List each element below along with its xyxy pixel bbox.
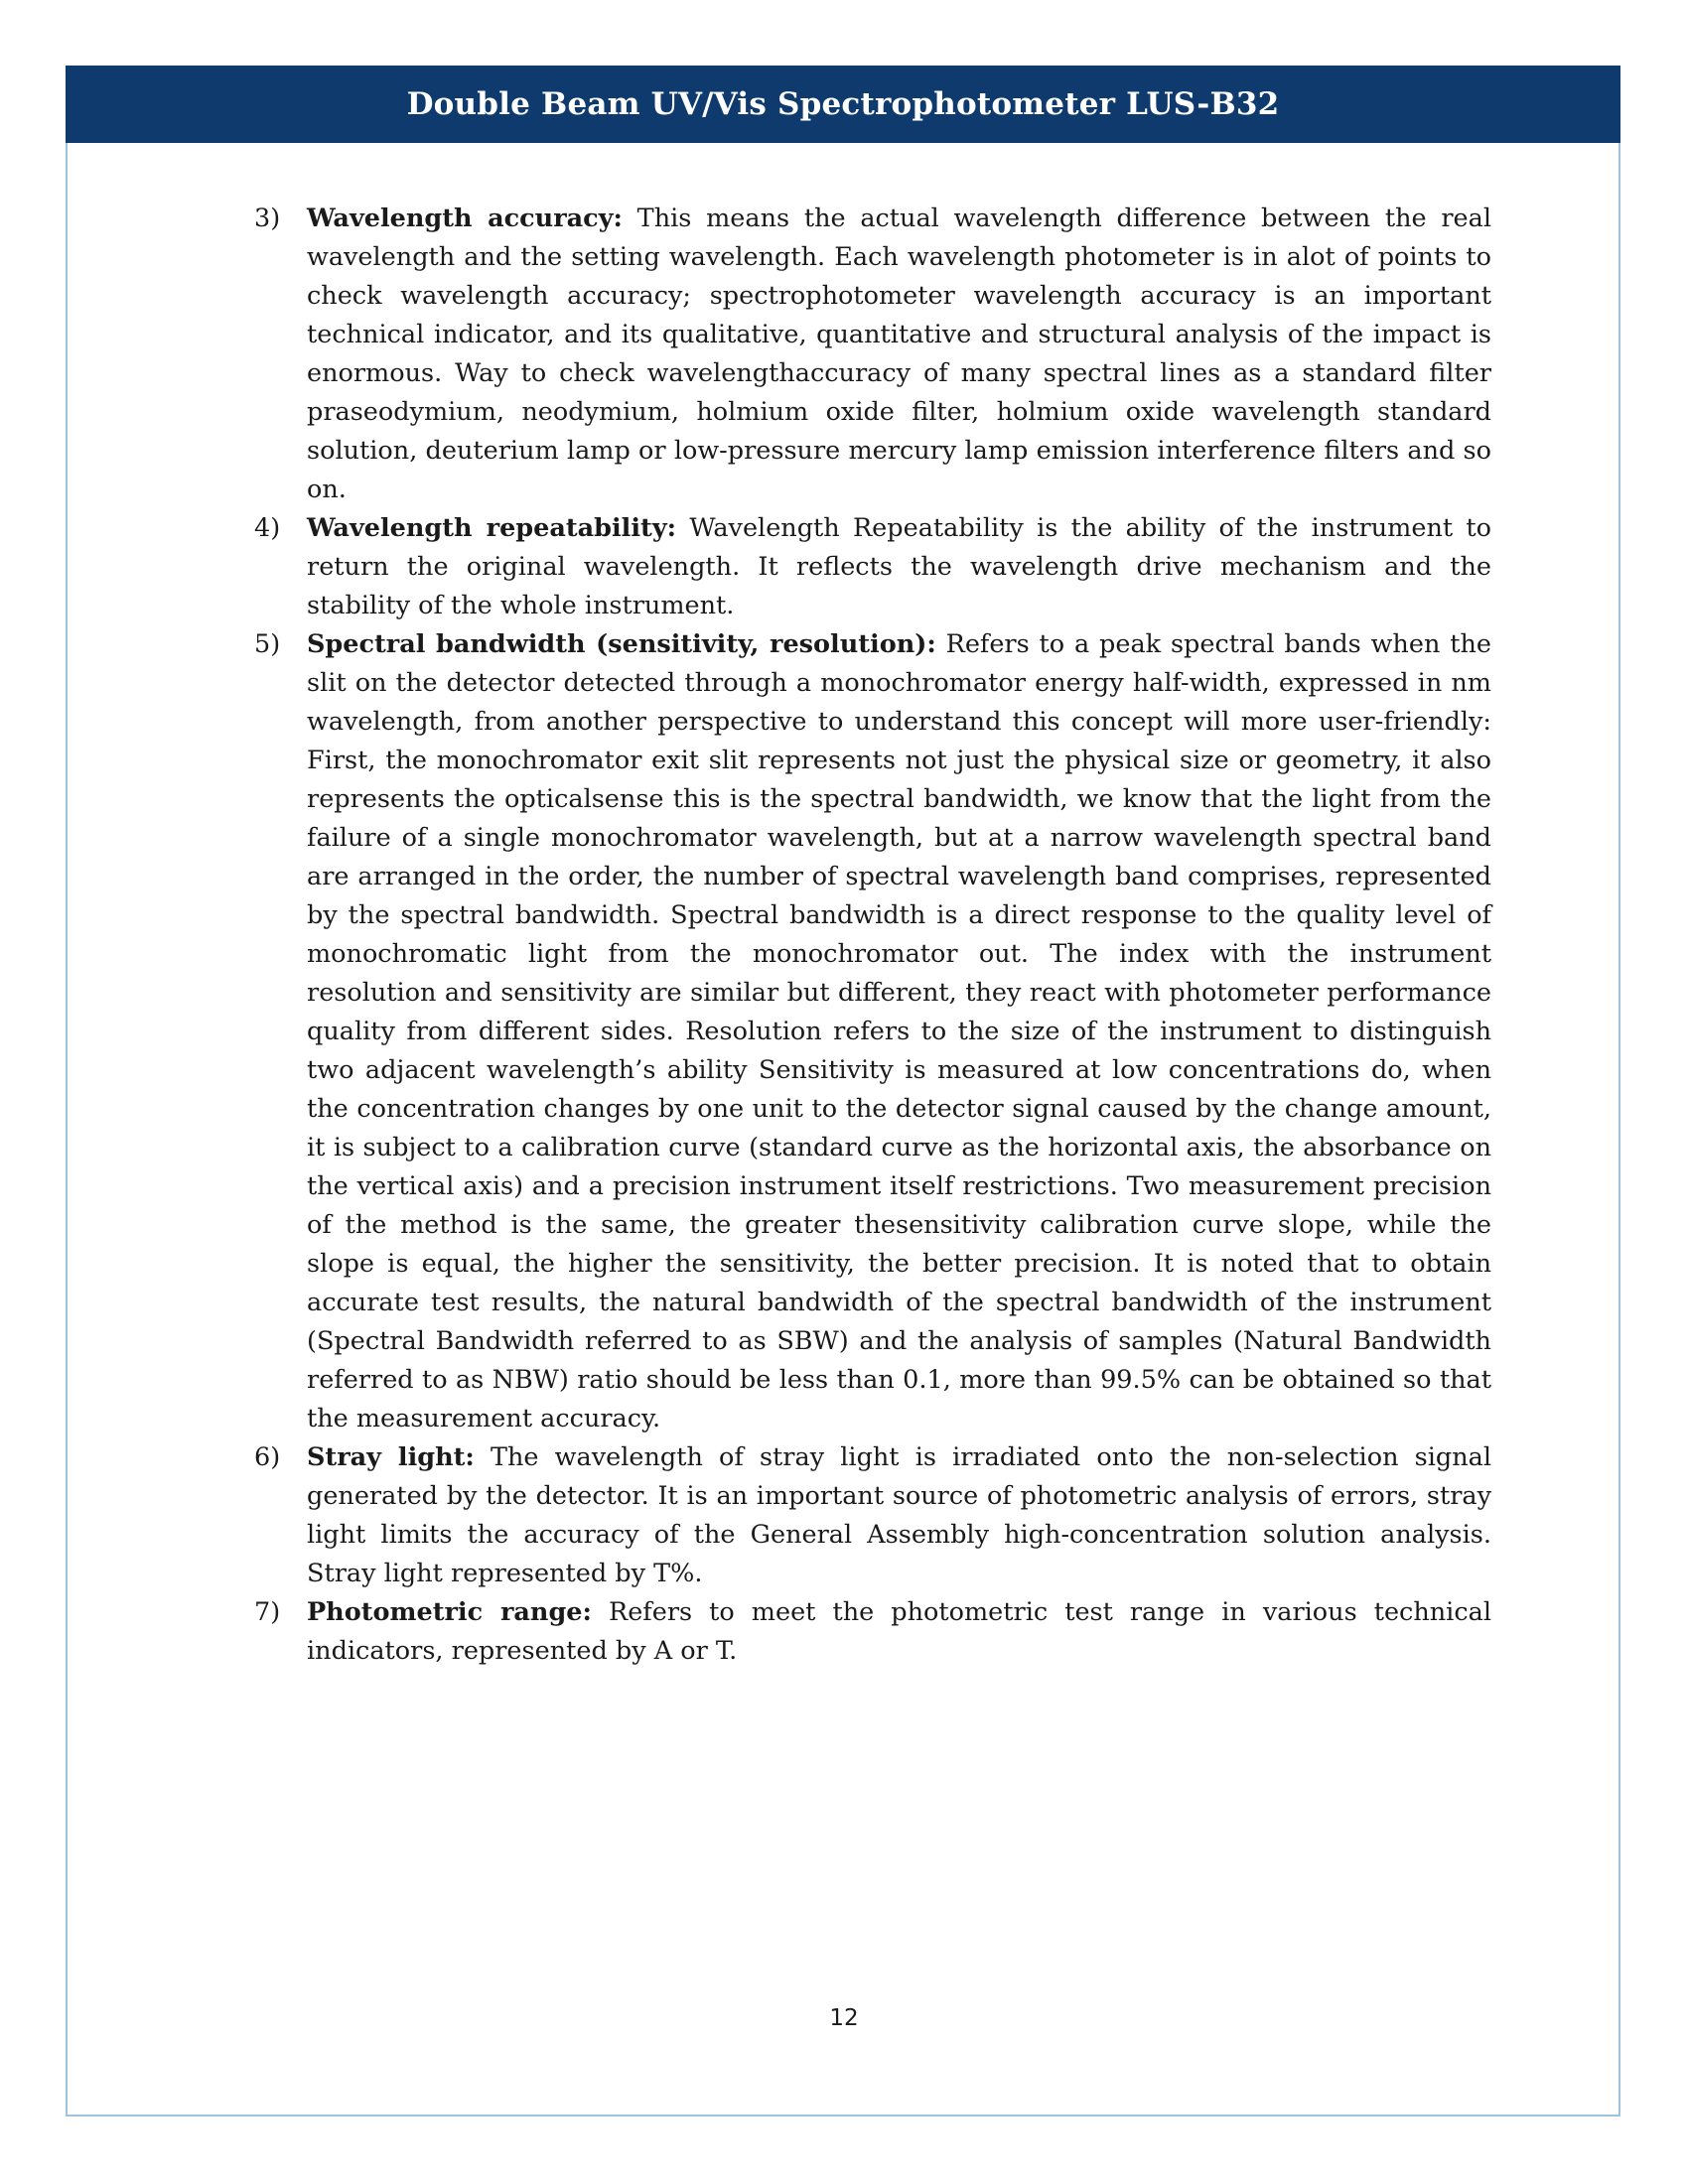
content: [254, 200, 1491, 1671]
page-number: 12: [829, 2005, 859, 2031]
header-bar: [66, 66, 1620, 143]
item-title: Stray light:: [307, 1442, 475, 1472]
item-text: Wavelength Repeatability is the ability of the instrument to return the original wavelength. It reflects the wavelength drive mechanism and the stability of the whole instrument.: [307, 513, 1491, 620]
list-item-3: [254, 200, 1491, 509]
item-text: Refers to a peak spectral bands when the slit on the detector detected through a monochromator energy half-width, expressed in nm wavelength, from another perspective to understand this concept will more user-friendly: First, the monochromator exit slit represents not just the physical size or geometry, it also represents the opticalsense this is the spectral bandwidth, we know that the light from the failure of a single monochromator wavelength, but at a narrow wavelength spectral band are arranged in the order, the number of spectral wavelength band comprises, represented by the spectral bandwidth. Spectral bandwidth is a direct response to the quality level of monochromatic light from the monochromator out. The index with the instrument resolution and sensitivity are similar but different, they react with photometer performance quality from different sides. Resolution refers to the size of the instrument to distinguish two adjacent wavelength’s ability Sensitivity is measured at low concentrations do, when the concentration changes by one unit to the detector signal caused by the change amount, it is subject to a calibration curve (standard curve as the horizontal axis, the absorbance on the vertical axis) and a precision instrument itself restrictions. Two measurement precision of the method is the same, the greater thesensitivity calibration curve slope, while the slope is equal, the higher the sensitivity, the better precision. It is noted that to obtain accurate test results, the natural bandwidth of the spectral bandwidth of the instrument (Spectral Bandwidth referred to as SBW) and the analysis of samples (Natural Bandwidth referred to as NBW) ratio should be less than 0.1, more than 99.5% can be obtained so that the measurement accuracy.: [307, 629, 1491, 1433]
item-body: [307, 1438, 1491, 1593]
item-title: Wavelength accuracy:: [307, 204, 623, 233]
list-item-7: [254, 1593, 1491, 1671]
item-number: 4): [254, 513, 281, 543]
item-body: [307, 1593, 1491, 1671]
item-body: [307, 625, 1491, 1438]
item-text: Refers to meet the photometric test range in various technical indicators, represented by A or T.: [307, 1597, 1491, 1666]
item-title: Wavelength repeatability:: [307, 513, 677, 543]
item-body: [307, 509, 1491, 625]
item-text: The wavelength of stray light is irradiated onto the non-selection signal generated by the detector. It is an important source of photometric analysis of errors, stray light limits the accuracy of the General Assembly high-concentration solution analysis. Stray light represented by T%.: [307, 1442, 1491, 1588]
item-body: [307, 200, 1491, 509]
item-number: 3): [254, 204, 281, 233]
item-title: Spectral bandwidth (sensitivity, resolution):: [307, 629, 936, 659]
document-title: Double Beam UV/Vis Spectrophotometer LUS-B32: [406, 86, 1280, 122]
item-title: Photometric range:: [307, 1597, 592, 1627]
item-text: This means the actual wavelength difference between the real wavelength and the setting wavelength. Each wavelength photometer is in alot of points to check wavelength accuracy; spectrophotometer wavelength accuracy is an important technical indicator, and its qualitative, quantitative and structural analysis of the impact is enormous. Way to check wavelengthaccuracy of many spectral lines as a standard filter praseodymium, neodymium, holmium oxide filter, holmium oxide wavelength standard solution, deuterium lamp or low-pressure mercury lamp emission interference filters and so on.: [307, 204, 1492, 504]
list-item-6: [254, 1438, 1491, 1593]
item-number: 5): [254, 629, 281, 659]
item-number: 7): [254, 1597, 281, 1627]
list-item-5: [254, 625, 1491, 1438]
list-item-4: [254, 509, 1491, 625]
item-number: 6): [254, 1442, 281, 1472]
